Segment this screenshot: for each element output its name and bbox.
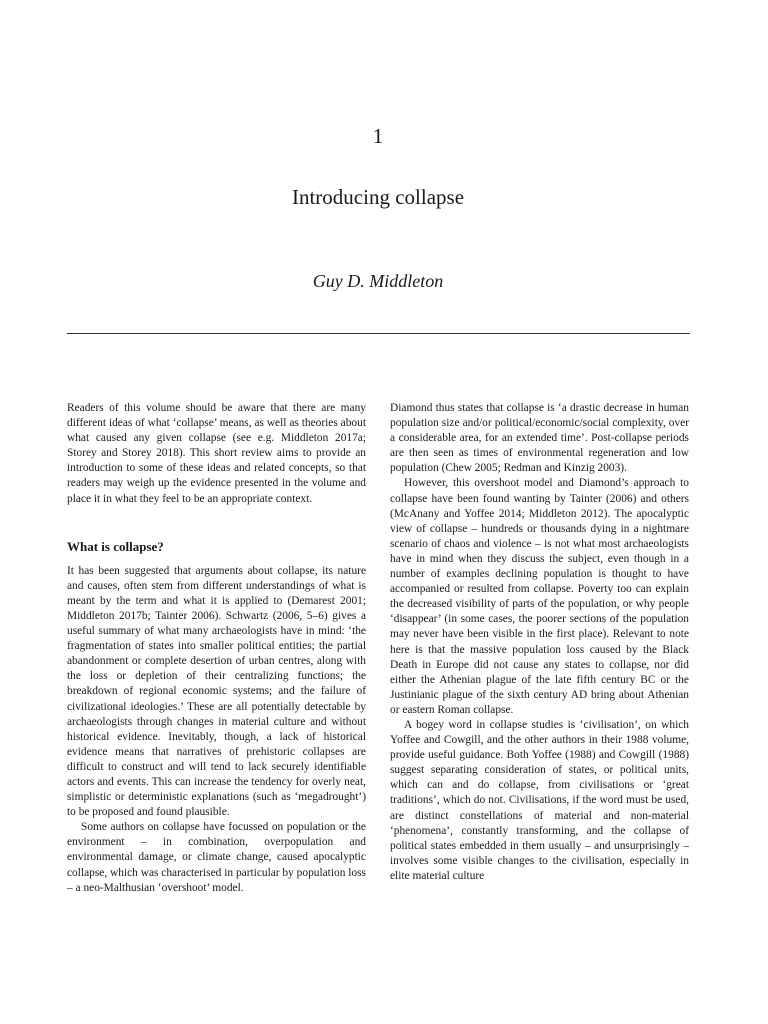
left-column	[67, 401, 366, 896]
body-paragraph: Some authors on collapse have focussed on population or the environment – in combination, overpopulation and environmental damage, or climate change, caused apocalyptic collapse, which was characterised in particular by population loss – a neo-Malthusian ‘overshoot’ model.	[67, 821, 366, 894]
section-heading: What is collapse?	[67, 538, 164, 554]
title-rule	[67, 333, 690, 334]
body-paragraph: It has been suggested that arguments about collapse, its nature and causes, often stem from different understandings of what is meant by the term and what it is applied to (Demarest 2001; Middleton 2017b; Tainter 2006). Schwartz (2006, 5–6) gives a useful summary of what many archaeologists have in mind: ‘the fragmentation of states into smaller political entities; the partial abandonment or complete desertion of urban centres, along with the loss or depletion of their centralizing functions; the breakdown of regional economic systems; and the failure of civilizational ideologies.’ These are all potentially detectable by archaeologists through changes in material culture and without historical evidence. Inevitably, though, a lack of historical evidence means that narratives of prehistoric collapses are difficult to construct and will tend to lack securely identifiable actors and events. This can increase the tendency for overly neat, simplistic or deterministic explanations (such as ‘megadrought’) to be proposed and found plausible.	[67, 564, 366, 819]
body-paragraph: A bogey word in collapse studies is ‘civilisation’, on which Yoffee and Cowgill, and the other authors in their 1988 volume, provide useful guidance. Both Yoffee (1988) and Cowgill (1988) suggest separating consideration of states, or political units, which can and do collapse, from civilisations or ‘great traditions’, which do not. Civilisations, if the word must be used, are distinct constellations of material and non-material ‘phenomena’, constantly transforming, and the collapse of political states embedded in them usually – and unsurprisingly – involves some visible changes to the civilisation, especially in elite material culture	[390, 718, 689, 882]
chapter-number: 1	[372, 124, 384, 148]
intro-paragraph: Readers of this volume should be aware that there are many different ideas of what ‘collapse’ means, as well as theories about what caused any given collapse (see e.g. Middleton 2017a; Storey and Storey 2018). This short review aims to provide an introduction to some of these ideas and related concepts, so that readers may weigh up the evidence presented in the volume and place it in what they feel to be an appropriate context.	[67, 402, 366, 505]
body-paragraph: However, this overshoot model and Diamond’s approach to collapse have been found wanting by Tainter (2006) and others (McAnany and Yoffee 2014; Middleton 2012). The apocalyptic view of collapse – hundreds or thousands dying in a nightmare scenario of chaos and violence – is not what most archaeologists have in mind when they discuss the subject, even though in a number of examples declining population is thought to have accompanied or resulted from collapse. Poverty too can explain the decreased visibility of parts of the population, or why people ‘disappear’ (in some cases, the poorer sections of the population may never have been visible in the first place). Relevant to note here is that the massive population loss caused by the Black Death in Europe did not cause any states to collapse, nor did either the Athenian plague of the late fifth century BC or the Justinianic plague of the sixth century AD bring about Athenian or eastern Roman collapse.	[390, 477, 689, 716]
chapter-author: Guy D. Middleton	[312, 271, 444, 291]
chapter-title: Introducing collapse	[291, 185, 465, 209]
right-column	[390, 401, 689, 884]
body-paragraph: Diamond thus states that collapse is ‘a drastic decrease in human population size and/or political/economic/social complexity, over a considerable area, for an extended time’. Post-collapse periods are then seen as times of environmental regeneration and low population (Chew 2005; Redman and Kinzig 2003).	[390, 402, 689, 475]
